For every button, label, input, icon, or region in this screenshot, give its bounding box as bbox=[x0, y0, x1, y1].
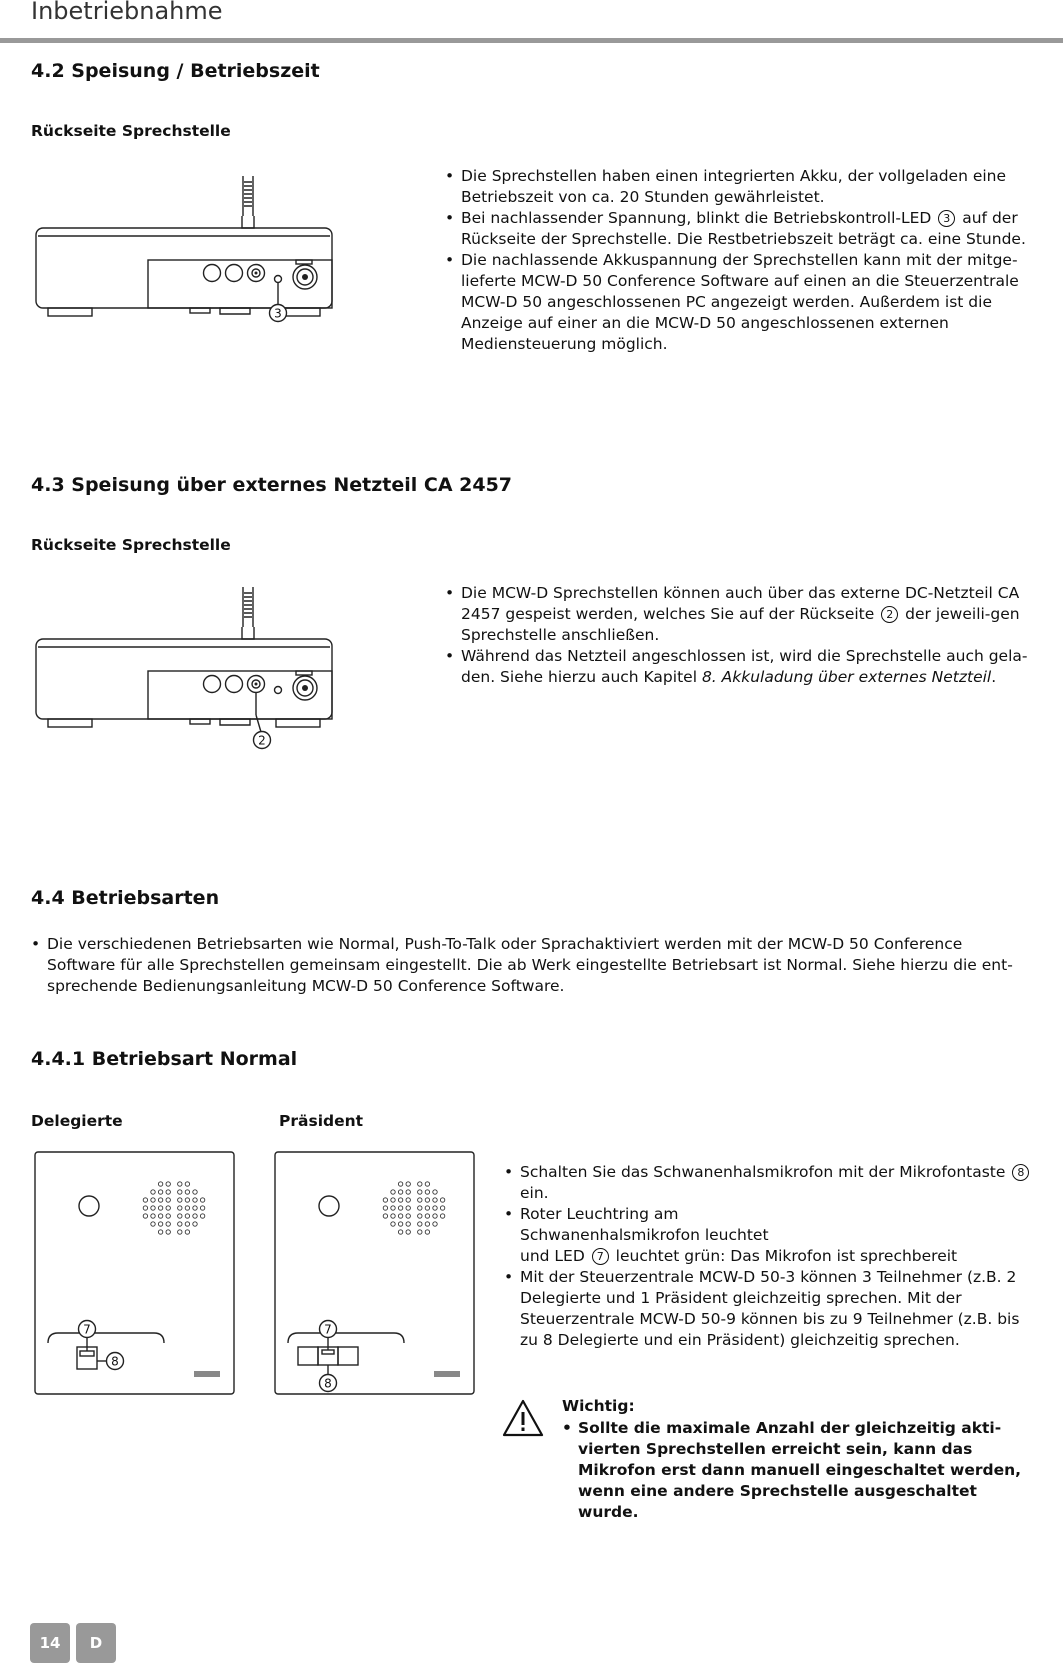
bullet-text: auf der Rückseite der Sprechstelle. Die Restbetriebszeit beträgt ca. eine Stunde. bbox=[461, 209, 1026, 248]
bullet-text: Die Sprechstellen haben einen integrierten Akku, der vollgeladen eine Betriebszeit von ca. 20 Stunden gewährleistet. bbox=[461, 167, 1007, 206]
bullet bbox=[445, 166, 1030, 208]
bullet bbox=[445, 583, 1030, 646]
section-4-4-title: 4.4 Betriebsarten bbox=[31, 887, 220, 909]
callout-inline: 2 bbox=[881, 606, 898, 623]
language-tab: D bbox=[76, 1623, 116, 1663]
callout-inline: 8 bbox=[1012, 1164, 1029, 1181]
microphone-socket-icon bbox=[319, 1196, 339, 1216]
bullet-text: Bei nachlassender Spannung, blinkt die Betriebskontroll-LED bbox=[461, 209, 932, 227]
socket-icon bbox=[226, 676, 243, 693]
rear-view-figure-4-2 bbox=[34, 176, 344, 346]
callout-3-label: 3 bbox=[274, 306, 282, 321]
led-icon bbox=[275, 276, 282, 283]
section-4-3-title: 4.3 Speisung über externes Netzteil CA 2457 bbox=[31, 474, 513, 496]
section-4-4-1-title: 4.4.1 Betriebsart Normal bbox=[31, 1048, 298, 1070]
page-number: 14 bbox=[30, 1623, 70, 1663]
speaker-grille-icon bbox=[143, 1182, 205, 1234]
callout-7-label: 7 bbox=[324, 1322, 332, 1337]
section-4-2-bullets bbox=[445, 166, 1030, 355]
section-4-3-bullets bbox=[445, 583, 1030, 688]
socket-icon bbox=[204, 676, 221, 693]
bullet-text: leuchtet grün: Das Mikrofon ist sprechbereit bbox=[615, 1247, 958, 1265]
bullet bbox=[445, 250, 1030, 355]
socket-icon bbox=[226, 265, 243, 282]
president-unit-figure bbox=[274, 1151, 476, 1396]
bullet-text: Die verschiedenen Betriebsarten wie Normal, Push-To-Talk oder Sprachaktiviert werden mit der MCW-D 50 Conference Software für alle Sprechstellen gemeinsam eingestellt. Die ab Werk eingestellte Betriebsart ist Normal. Siehe hierzu die ent-sprechende Bedienungsanleitung MCW-D 50 Conference Software. bbox=[47, 935, 1013, 995]
callout-8-label: 8 bbox=[324, 1376, 332, 1391]
bullet bbox=[445, 208, 1030, 250]
bullet bbox=[445, 646, 1030, 688]
microphone-socket-icon bbox=[79, 1196, 99, 1216]
bullet-text: . bbox=[991, 668, 997, 686]
rear-view-figure-4-3 bbox=[34, 587, 344, 757]
callout-inline: 7 bbox=[592, 1248, 609, 1265]
callout-7-label: 7 bbox=[83, 1322, 91, 1337]
bullet-text: Roter Leuchtring am bbox=[520, 1205, 679, 1223]
section-4-2-subtitle: Rückseite Sprechstelle bbox=[31, 122, 231, 140]
bullet-text: Sollte die maximale Anzahl der gleichzeitig akti-vierten Sprechstellen erreicht sein, kann das Mikrofon erst dann manuell eingeschaltet werden, wenn eine andere Sprechstelle ausgeschaltet wurde. bbox=[578, 1419, 1022, 1521]
warning-list bbox=[562, 1418, 1032, 1523]
bullet-text: Mit der Steuerzentrale MCW-D 50-3 können 3 Teilnehmer (z.B. 2 Delegierte und 1 Präsident gleichzeitig sprechen. Mit der Steuerzentrale MCW-D 50-9 können bis zu 9 Teilnehmer (z.B. bis zu 8 Delegierte und ein Präsident) gleichzeitig sprechen. bbox=[520, 1268, 1020, 1349]
bullet bbox=[31, 934, 1031, 997]
delegate-unit-figure bbox=[34, 1151, 236, 1396]
priority-key-icon bbox=[298, 1347, 318, 1365]
bullet-text: ein. bbox=[520, 1184, 549, 1202]
bullet-text: Schwanenhalsmikrofon leuchtet bbox=[520, 1226, 769, 1244]
warning-text bbox=[562, 1418, 1032, 1523]
brand-logo bbox=[194, 1371, 220, 1377]
bullet-text: und LED bbox=[520, 1247, 585, 1265]
bullet-text: Die MCW-D Sprechstellen können auch über das externe DC-Netzteil CA 2457 gespeist werden, welches Sie auf der Rückseite bbox=[461, 584, 1020, 623]
callout-inline: 3 bbox=[938, 210, 955, 227]
brand-logo bbox=[434, 1371, 460, 1377]
bullet bbox=[504, 1267, 1039, 1351]
running-head: Inbetriebnahme bbox=[31, 0, 223, 25]
warning-title: Wichtig: bbox=[562, 1397, 635, 1415]
label-president: Präsident bbox=[279, 1112, 364, 1130]
gooseneck-icon bbox=[243, 587, 253, 627]
bullet bbox=[504, 1204, 1039, 1267]
bullet-text: Während das Netzteil angeschlossen ist, wird die Sprechstelle auch gela-den. Siehe hierzu auch Kapitel bbox=[461, 647, 1028, 686]
function-key-icon bbox=[338, 1347, 358, 1365]
section-4-4-bullets bbox=[31, 934, 1031, 997]
label-delegate: Delegierte bbox=[31, 1112, 123, 1130]
warning-icon bbox=[501, 1398, 545, 1438]
section-4-2-title: 4.2 Speisung / Betriebszeit bbox=[31, 60, 320, 82]
callout-2-label: 2 bbox=[258, 733, 266, 748]
bullet-text: der jeweili-gen Sprechstelle anschließen. bbox=[461, 605, 1020, 644]
speaker-grille-icon bbox=[383, 1182, 445, 1234]
callout-8-label: 8 bbox=[111, 1354, 119, 1369]
header-rule bbox=[0, 38, 1063, 43]
bullet bbox=[504, 1162, 1039, 1204]
chapter-reference: 8. Akkuladung über externes Netzteil bbox=[701, 668, 992, 686]
bullet-text: Die nachlassende Akkuspannung der Sprechstellen kann mit der mitge-lieferte MCW-D 50 Conference Software auf einen an die Steuerzentrale MCW-D 50 angeschlossenen PC angezeigt werden. Außerdem ist die Anzeige auf einer an die MCW-D 50 angeschlossenen externen Mediensteuerung möglich. bbox=[461, 251, 1019, 353]
gooseneck-icon bbox=[243, 176, 253, 216]
section-4-4-1-bullets bbox=[504, 1162, 1039, 1351]
socket-icon bbox=[204, 265, 221, 282]
bullet-text: Schalten Sie das Schwanenhalsmikrofon mit der Mikrofontaste bbox=[520, 1163, 1006, 1181]
section-4-3-subtitle: Rückseite Sprechstelle bbox=[31, 536, 231, 554]
